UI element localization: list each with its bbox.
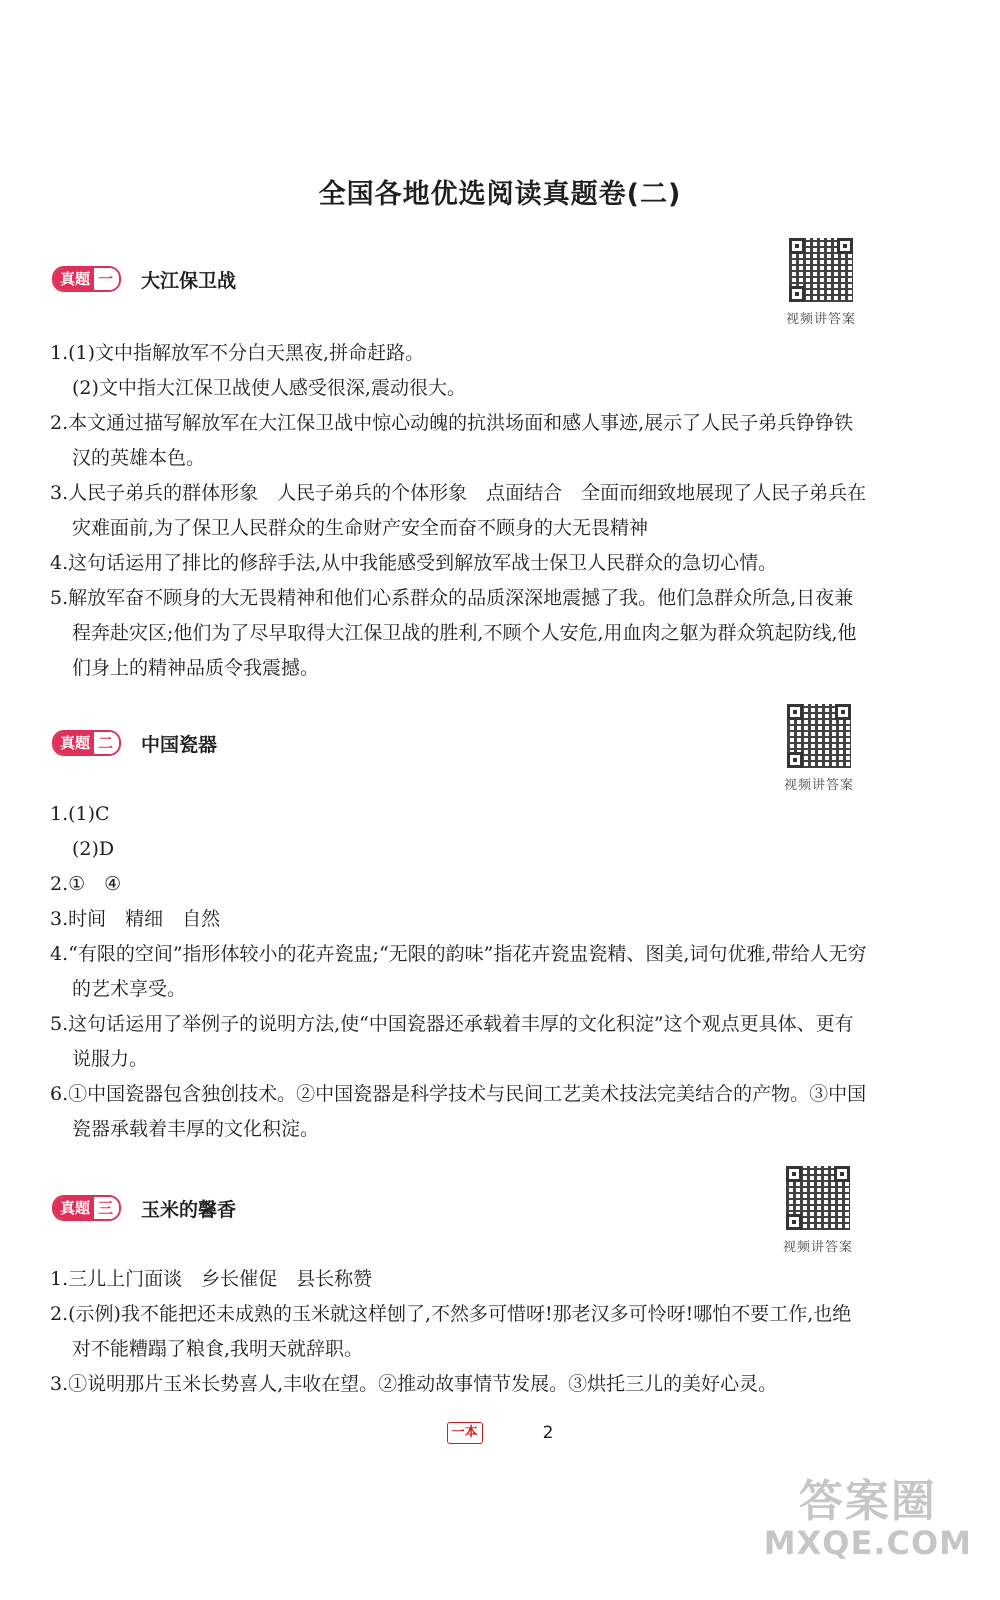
answer-list-3 — [50, 1262, 870, 1402]
qr-caption: 视频讲答案 — [784, 778, 855, 793]
badge-number: 一 — [94, 268, 119, 290]
answer-list-1 — [50, 336, 870, 686]
section-badge — [52, 730, 121, 756]
watermark-url: MXQE.COM — [763, 1524, 972, 1562]
section-header-3 — [52, 1193, 236, 1223]
badge-label: 真题 — [54, 732, 94, 754]
answer-item: 6.①中国瓷器包含独创技术。②中国瓷器是科学技术与民间工艺美术技法完美结合的产物。③中国瓷器承载着丰厚的文化积淀。 — [50, 1083, 867, 1140]
badge-number: 三 — [94, 1197, 119, 1219]
answer-item: 4.“有限的空间”指形体较小的花卉瓷盅;“无限的韵味”指花卉瓷盅瓷精、图美,词句优雅,带给人无穷的艺术享受。 — [50, 943, 867, 1000]
answer-item: (2)文中指大江保卫战使人感受很深,震动很大。 — [72, 377, 466, 399]
answer-item: 1.(1)文中指解放军不分白天黑夜,拼命赶路。 — [50, 342, 425, 364]
publisher-logo-icon: 一本 — [447, 1422, 483, 1444]
answer-list-2 — [50, 797, 870, 1147]
qr-code-icon[interactable] — [789, 238, 853, 302]
answer-item: 1.(1)C — [50, 803, 110, 825]
answer-item: 2.① ④ — [50, 873, 122, 895]
answer-item: 4.这句话运用了排比的修辞手法,从中我能感受到解放军战士保卫人民群众的急切心情。 — [50, 552, 778, 574]
qr-code-icon[interactable] — [786, 1166, 850, 1230]
answer-item: 3.人民子弟兵的群体形象 人民子弟兵的个体形象 点面结合 全面而细致地展现了人民子弟兵在灾难面前,为了保卫人民群众的生命财产安全而奋不顾身的大无畏精神 — [50, 482, 867, 539]
badge-label: 真题 — [54, 268, 94, 290]
answer-item: 5.这句话运用了举例子的说明方法,使“中国瓷器还承载着丰厚的文化积淀”这个观点更具体、更有说服力。 — [50, 1013, 854, 1070]
qr-code-block[interactable] — [786, 238, 857, 327]
qr-code-block[interactable] — [784, 704, 855, 793]
answer-item: 3.①说明那片玉米长势喜人,丰收在望。②推动故事情节发展。③烘托三儿的美好心灵。 — [50, 1373, 778, 1395]
qr-code-block[interactable] — [783, 1166, 854, 1255]
qr-caption: 视频讲答案 — [786, 312, 857, 327]
section-header-2 — [52, 728, 217, 758]
section-badge — [52, 1195, 121, 1221]
section-title: 大江保卫战 — [141, 269, 237, 292]
answer-item: 5.解放军奋不顾身的大无畏精神和他们心系群众的品质深深地震撼了我。他们急群众所急,日夜兼程奔赴灾区;他们为了尽早取得大江保卫战的胜利,不顾个人安危,用血肉之躯为群众筑起防线,他们身上的精神品质令我震撼。 — [50, 587, 857, 679]
section-header-1 — [52, 264, 236, 294]
site-watermark — [764, 1478, 972, 1560]
watermark-text: 答案圈 — [798, 1476, 937, 1527]
page-title: 全国各地优选阅读真题卷(二) — [318, 179, 682, 210]
page-footer — [0, 1422, 1000, 1444]
answer-item: (2)D — [72, 838, 115, 860]
section-title: 玉米的馨香 — [141, 1198, 237, 1221]
page-number: 2 — [542, 1423, 554, 1443]
qr-caption: 视频讲答案 — [783, 1240, 854, 1255]
badge-label: 真题 — [54, 1197, 94, 1219]
section-title: 中国瓷器 — [141, 733, 218, 756]
qr-code-icon[interactable] — [787, 704, 851, 768]
section-badge — [52, 266, 121, 292]
answer-item: 2.(示例)我不能把还未成熟的玉米就这样刨了,不然多可惜呀!那老汉多可怜呀!哪怕不要工作,也绝对不能糟蹋了粮食,我明天就辞职。 — [50, 1303, 852, 1360]
answer-item: 1.三儿上门面谈 乡长催促 县长称赞 — [50, 1268, 373, 1290]
badge-number: 二 — [94, 732, 119, 754]
answer-item: 2.本文通过描写解放军在大江保卫战中惊心动魄的抗洪场面和感人事迹,展示了人民子弟兵铮铮铁汉的英雄本色。 — [50, 412, 854, 469]
answer-item: 3.时间 精细 自然 — [50, 908, 221, 930]
